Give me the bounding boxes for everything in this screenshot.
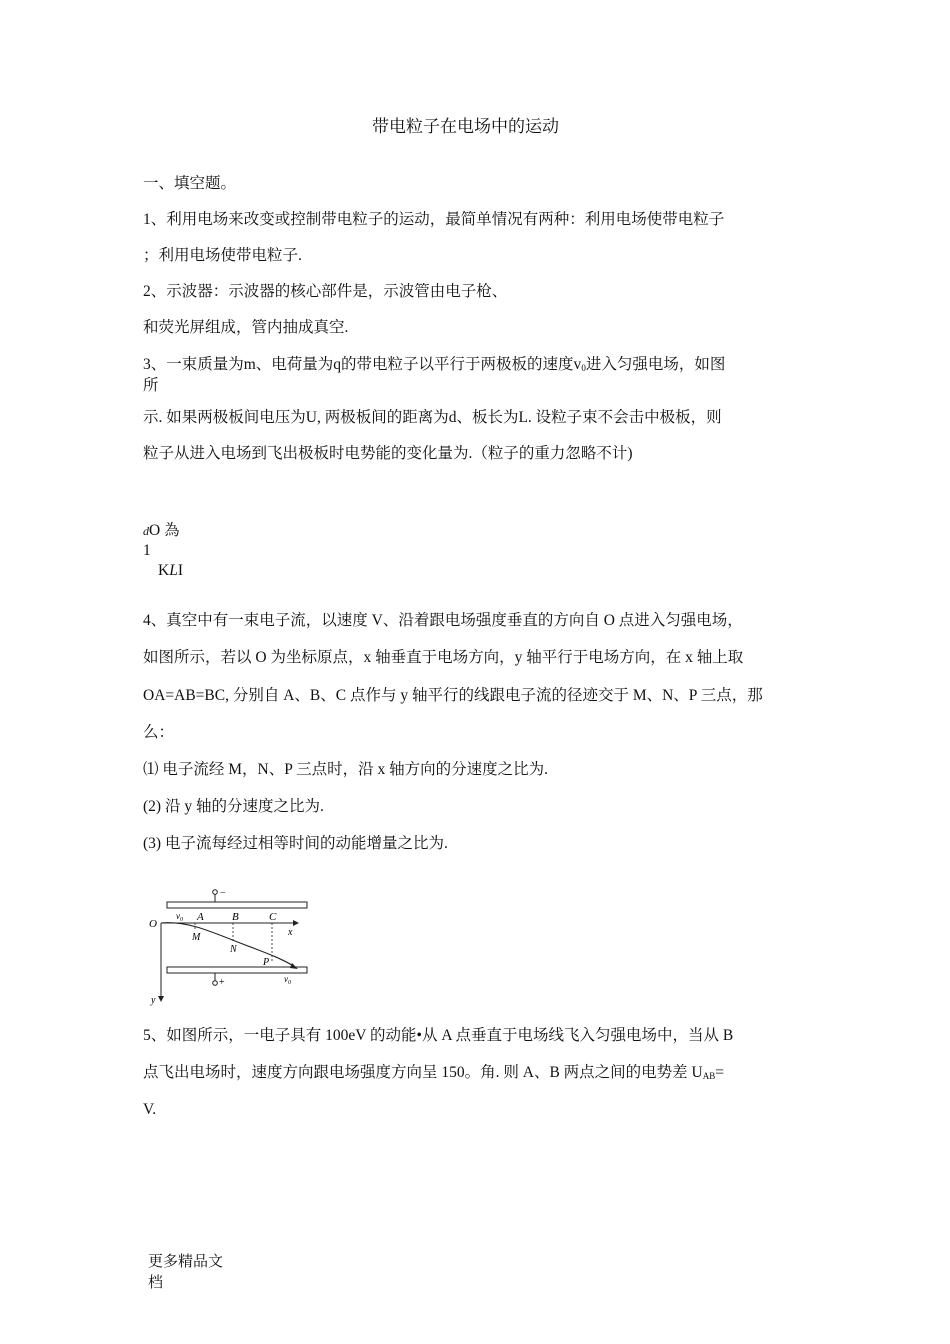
fragment-k: K (158, 562, 170, 579)
top-plate (167, 902, 307, 908)
label-m: M (192, 932, 201, 943)
subscript-zero: 0 (581, 363, 586, 373)
electron-trajectory (161, 923, 295, 967)
figure-fragment-line-1 (143, 522, 180, 541)
question-4-line-4: 么： (143, 724, 175, 741)
question-5-text-a: 点飞出电场时，速度方向跟电场强度方向呈 150。角. 则 A、B 两点之间的电势差 U (143, 1064, 703, 1081)
label-y: y (151, 995, 156, 1006)
electron-deflection-figure (145, 885, 325, 1010)
question-1-line-2: ；利用电场使带电粒子. (143, 247, 302, 264)
label-a: A (197, 911, 204, 923)
label-b: B (232, 911, 239, 923)
label-v0-top: v (176, 911, 180, 921)
label-v0-top-sub: 0 (180, 917, 183, 923)
question-4-part-1: ⑴ 电子流经 M，N、P 三点时，沿 x 轴方向的分速度之比为. (143, 761, 549, 778)
question-5-line-3: V. (143, 1101, 157, 1118)
question-3-text-a: 3、一束质量为m、电荷量为q的带电粒子以平行于两极板的速度v (143, 356, 582, 373)
fragment-l: L (169, 562, 178, 579)
label-n: N (230, 944, 237, 955)
label-v0-bottom-sub: 0 (288, 980, 291, 986)
page-title: 带电粒子在电场中的运动 (372, 117, 559, 136)
bottom-plate (167, 967, 307, 973)
footer-line-1: 更多精品文 (148, 1254, 224, 1270)
question-4-line-2: 如图所示，若以 O 为坐标原点，x 轴垂直于电场方向，y 轴平行于电场方向，在 x 轴上取 (143, 649, 744, 666)
label-o: O (149, 918, 157, 930)
question-3-line-1-wrap: 所 (143, 377, 159, 394)
question-4-part-2: (2) 沿 y 轴的分速度之比为. (143, 798, 324, 815)
label-v0-bottom: v (284, 974, 288, 984)
question-5-line-1: 5、如图所示，一电子具有 100eV 的动能•从 A 点垂直于电场线飞入匀强电场中，当从 B (143, 1027, 734, 1044)
question-5-line-2 (143, 1064, 724, 1083)
question-3-line-2: 示. 如果两极板间电压为U, 两极板间的距离为d、板长为L. 设粒子束不会击中极板，则 (143, 409, 722, 426)
question-4-line-3: OA=AB=BC, 分别自 A、B、C 点作与 y 轴平行的线跟电子流的径迹交于 M、N、P 三点，那 (143, 687, 763, 704)
minus-sign: − (220, 888, 226, 899)
question-3-text-b: 进入匀强电场，如图 (585, 356, 726, 373)
label-x: x (288, 927, 293, 938)
plus-sign: + (219, 977, 225, 988)
question-4-part-3: (3) 电子流每经过相等时间的动能增量之比为. (143, 835, 448, 852)
question-4-line-1: 4、真空中有一束电子流，以速度 V、沿着跟电场强度垂直的方向自 O 点进入匀强电场， (143, 612, 743, 629)
section-heading: 一、填空题。 (143, 175, 237, 192)
question-1-line-1: 1、利用电场来改变或控制带电粒子的运动，最简单情况有两种：利用电场使带电粒子 (143, 211, 725, 228)
figure-fragment-line-2: 1 (143, 542, 151, 559)
svg-text:v0 (284, 974, 291, 986)
footer-line-2: 档 (148, 1275, 164, 1291)
question-2-line-2: 和荧光屏组成，管内抽成真空. (143, 319, 349, 336)
question-3-line-1 (143, 356, 725, 375)
question-5-text-b: = (715, 1064, 724, 1081)
fragment-i: I (177, 562, 183, 579)
label-p: P (263, 957, 270, 968)
question-3-line-3: 粒子从进入电场到飞出极板时电势能的变化量为.（粒子的重力忽略不计) (143, 445, 633, 462)
fragment-o: O 為 (149, 522, 180, 539)
figure-fragment-line-3 (158, 562, 183, 581)
fragment-d: d (143, 524, 149, 538)
svg-text:v0 (176, 911, 183, 923)
question-2-line-1: 2、示波器：示波器的核心部件是，示波管由电子枪、 (143, 283, 508, 300)
label-c: C (269, 911, 277, 923)
subscript-ab: AB (702, 1071, 716, 1081)
